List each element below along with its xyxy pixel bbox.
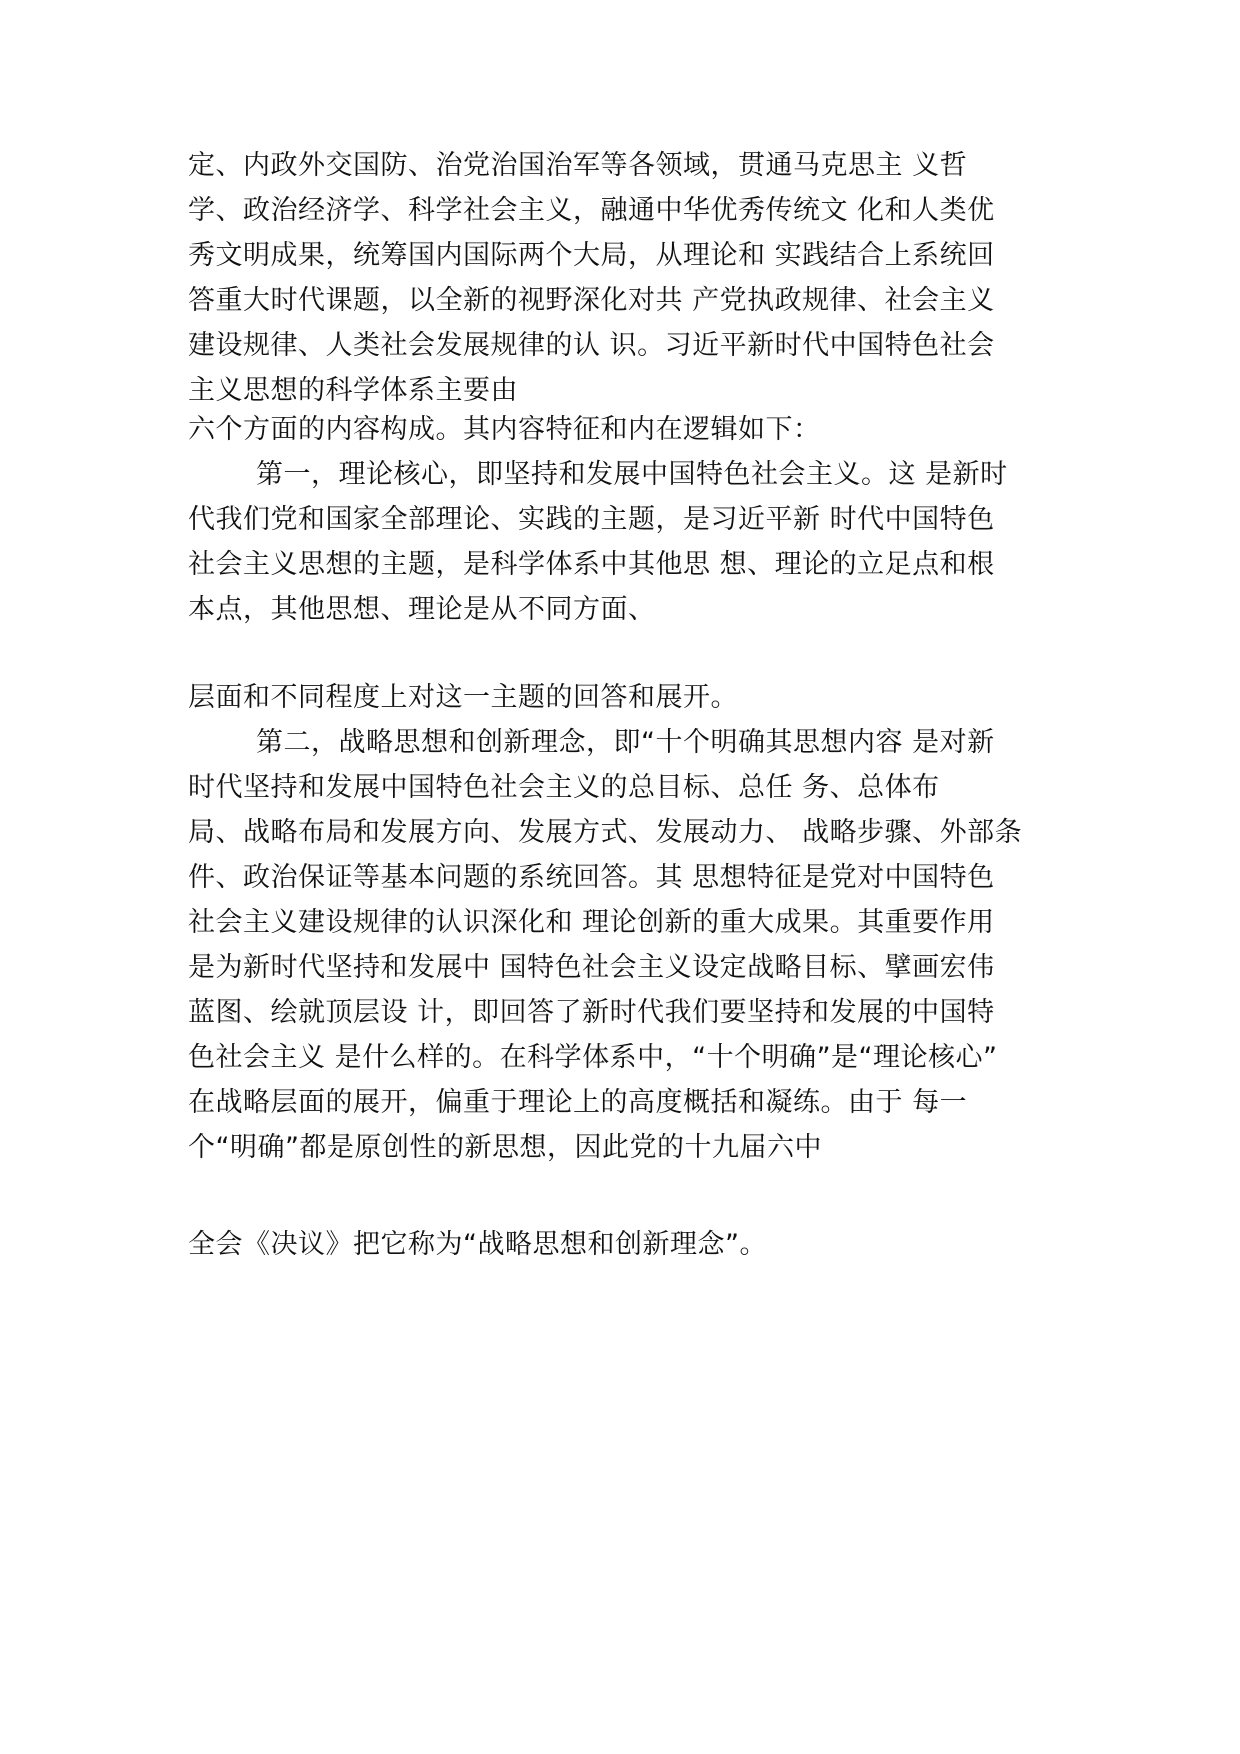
text-line: 局、战略布局和发展方向、发展方式、发展动力、 战略步骤、外部条 — [188, 817, 1023, 848]
paragraph-3 — [188, 675, 1068, 1170]
text-line: 第一，理论核心，即坚持和发展中国特色社会主义。这 是新时 — [256, 459, 1008, 490]
text-line: 答重大时代课题，以全新的视野深化对共 产党执政规律、社会主义 — [188, 285, 995, 316]
text-line: 代我们党和国家全部理论、实践的主题，是习近平新 时代中国特色 — [188, 504, 995, 535]
text-line: 社会主义思想的主题，是科学体系中其他思 想、理论的立足点和根 — [188, 549, 995, 580]
text-line: 时代坚持和发展中国特色社会主义的总目标、总任 务、总体布 — [188, 772, 940, 803]
text-line: 本点，其他思想、理论是从不同方面、 — [188, 594, 656, 625]
text-line: 是为新时代坚持和发展中 国特色社会主义设定战略目标、擘画宏伟 — [188, 952, 995, 983]
text-line: 建设规律、人类社会发展规律的认 识。习近平新时代中国特色社会 — [188, 330, 995, 361]
text-line: 全会《决议》把它称为“战略思想和创新理念”。 — [188, 1229, 767, 1260]
text-line: 学、政治经济学、科学社会主义，融通中华优秀传统文 化和人类优 — [188, 195, 995, 226]
text-line: 主义思想的科学体系主要由 — [188, 375, 518, 406]
text-line: 社会主义建设规律的认识深化和 理论创新的重大成果。其重要作用 — [188, 907, 995, 938]
text-line: 秀文明成果，统筹国内国际两个大局，从理论和 实践结合上系统回 — [188, 240, 995, 271]
text-line: 定、内政外交国防、治党治国治军等各领域，贯通马克思主 义哲 — [188, 150, 968, 181]
text-line: 在战略层面的展开，偏重于理论上的高度概括和凝练。由于 每一 — [188, 1087, 968, 1118]
text-line: 个“明确”都是原创性的新思想，因此党的十九届六中 — [188, 1132, 822, 1163]
text-line: 第二，战略思想和创新理念，即“十个明确其思想内容 是对新 — [256, 727, 995, 758]
paragraph-2 — [188, 407, 1068, 632]
text-line: 六个方面的内容构成。其内容特征和内在逻辑如下： — [188, 414, 821, 445]
paragraph-4 — [188, 1222, 1068, 1267]
text-line: 蓝图、绘就顶层设 计，即回答了新时代我们要坚持和发展的中国特 — [188, 997, 995, 1028]
text-line: 件、政治保证等基本问题的系统回答。其 思想特征是党对中国特色 — [188, 862, 995, 893]
text-line: 层面和不同程度上对这一主题的回答和展开。 — [188, 682, 738, 713]
paragraph-1 — [188, 143, 1068, 413]
text-line: 色社会主义 是什么样的。在科学体系中，“十个明确”是“理论核心” — [188, 1042, 998, 1073]
